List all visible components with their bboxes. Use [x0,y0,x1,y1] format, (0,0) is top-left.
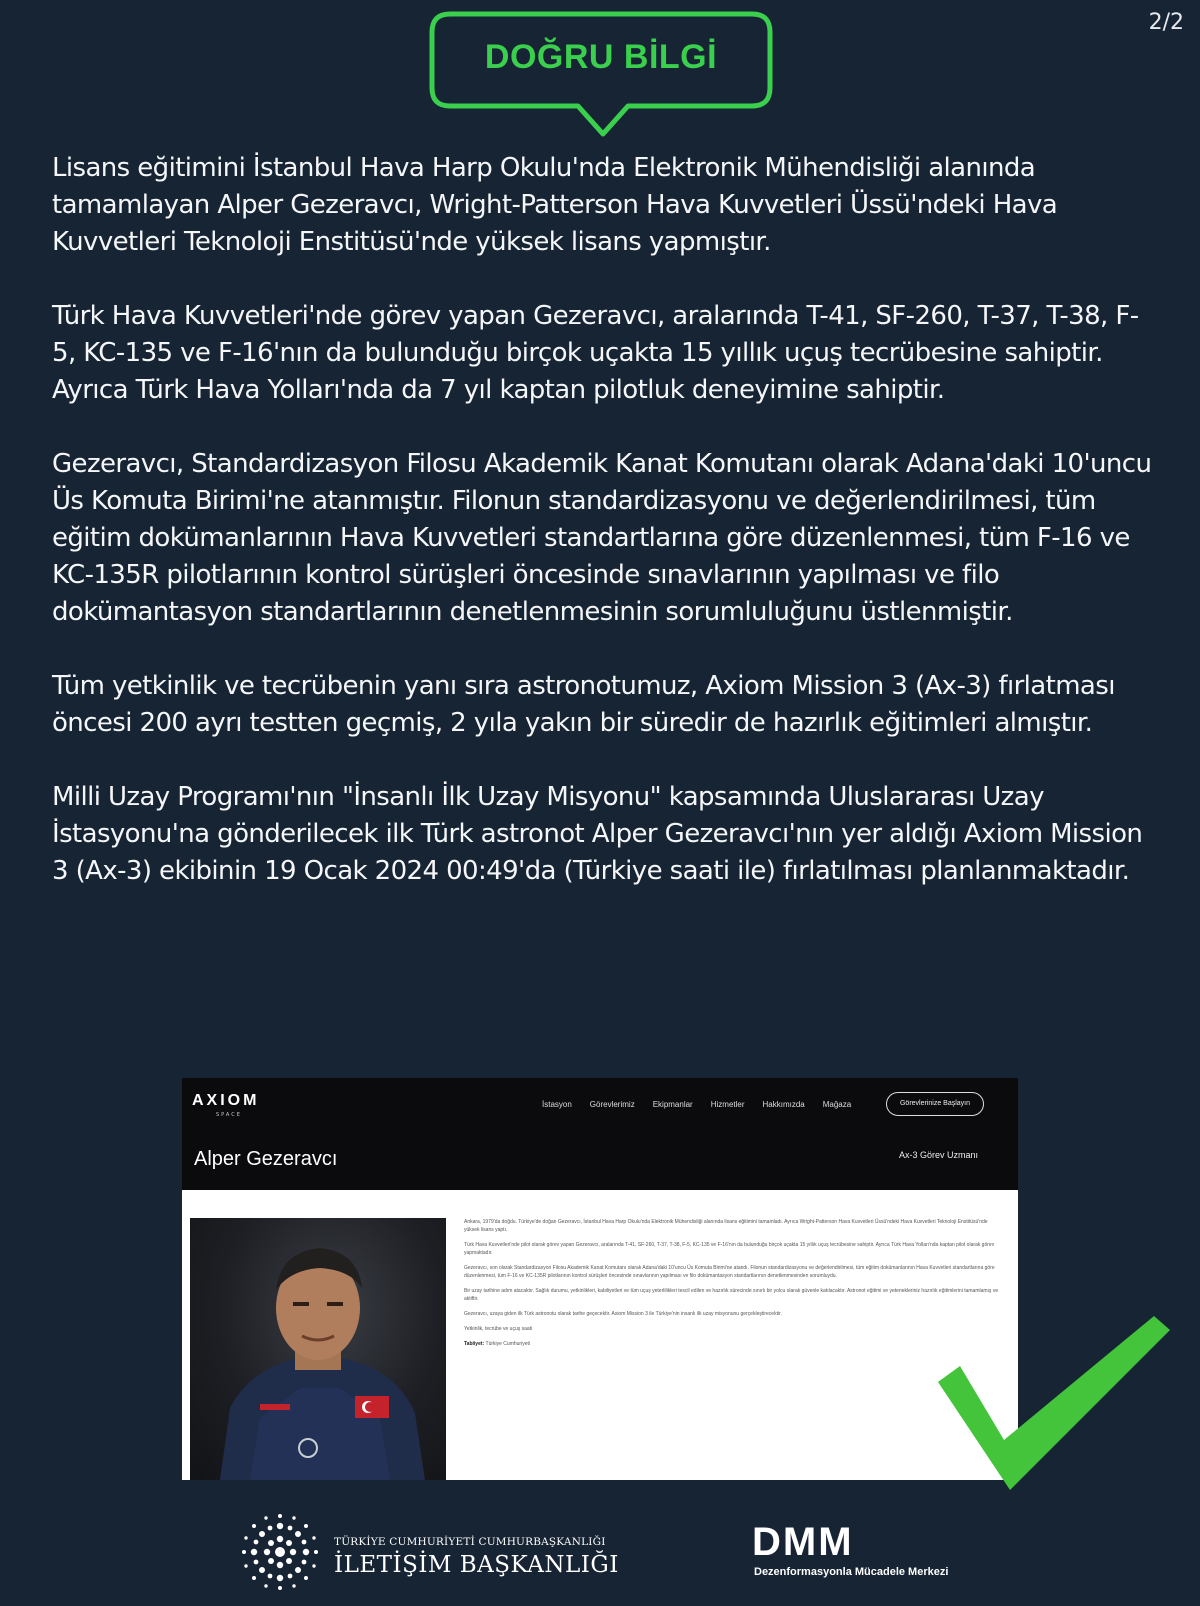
astronaut-name: Alper Gezeravcı [194,1148,338,1170]
checkmark-icon [926,1308,1176,1498]
axiom-logo-sub: SPACE [216,1112,242,1118]
nav-item: Hizmetler [710,1100,745,1109]
nav-item: Ekipmanlar [652,1100,693,1109]
dogru-bilgi-badge [428,10,774,140]
screenshot-nav [542,1100,851,1109]
screenshot-header [182,1078,1018,1190]
bio-label: Tabiiyet: [464,1341,485,1347]
dmm-subtitle: Dezenformasyonla Mücadele Merkezi [754,1566,949,1578]
paragraph-education: Lisans eğitimini İstanbul Hava Harp Okulu'nda Elektronik Mühendisliği alanında tamamlayan Alper Gezeravcı, Wright-Patterson Hava Kuvvetleri Üssü'ndeki Hava Kuvvetleri Teknoloji Enstitüsü'nde yüksek lisans yapmıştır. [52,153,1058,257]
iletisim-baskanligi-logo [240,1510,620,1596]
paragraph-assignment: Gezeravcı, Standardizasyon Filosu Akademik Kanat Komutanı olarak Adana'daki 10'uncu Üs Komuta Birimi'ne atanmıştır. Filonun standardizasyonu ve değerlendirilmesi, tüm eğitim dokümanlarının Hava Kuvvetleri standartlarına göre düzenlenmesi, tüm F-16 ve KC-135R pilotlarının kontrol sürüşleri öncesinde sınavlarının yapılması ve filo dokümantasyon standartlarının denetlenmesinin sorumluluğunu üstlenmiştir. [52,449,1152,627]
article-body [52,150,1162,927]
bio-paragraph: Ankara, 1979'da doğdu. Türkiye'de doğan Gezeravcı, İstanbul Hava Harp Okulu'nda Elektronik Mühendisliği alanında lisans eğitimini tamamladı. Ayrıca Wright-Patterson Hava Kuvvetleri Üssü'ndeki Hava Kuvvetleri Teknoloji Enstitüsü'nde yüksek lisans yaptı. [464,1219,988,1233]
communications-emblem-icon [240,1512,320,1592]
nav-item: İstasyon [542,1100,572,1109]
embedded-website-screenshot [182,1078,1018,1480]
org-name-small: TÜRKİYE CUMHURİYETİ CUMHURBAŞKANLIĞI [334,1536,606,1548]
nav-item: Mağaza [822,1100,852,1109]
astronaut-role: Ax-3 Görev Uzmanı [898,1150,978,1160]
astronaut-photo [190,1218,446,1480]
axiom-logo: AXIOM [192,1092,260,1109]
nav-item: Hakkımızda [762,1100,805,1109]
dmm-logo [752,1520,972,1590]
paragraph-flight-experience: Türk Hava Kuvvetleri'nde görev yapan Gezeravcı, aralarında T-41, SF-260, T-37, T-38, F-5, KC-135 ve F-16'nın da bulunduğu birçok uçakta 15 yıllık uçuş tecrübesine sahiptir. Ayrıca Türk Hava Yolları'nda da 7 yıl kaptan pilotluk deneyimine sahiptir. [52,301,1139,405]
org-name-big: İLETİŞİM BAŞKANLIĞI [334,1552,619,1578]
astronaut-bio [464,1218,1004,1355]
paragraph-launch: Milli Uzay Programı'nın "İnsanlı İlk Uzay Misyonu" kapsamında Uluslararası Uzay İstasyonu'na gönderilecek ilk Türk astronot Alper Gezeravcı'nın yer aldığı Axiom Mission 3 (Ax-3) ekibinin 19 Ocak 2024 00:49'da (Türkiye saati ile) fırlatılması planlanmaktadır. [52,782,1143,886]
bio-paragraph: Gezeravcı, son olarak Standardizasyon Filosu Akademik Kanat Komutanı olarak Adana'daki 10'uncu Üs Komuta Birimi'ne atandı. Filonun standardizasyonu ve değerlendirilmesi, tüm eğitim dokümanlarının Hava Kuvvetleri standartlarına göre düzenlenmesi, tüm F-16 ve KC-135R pilotlarının kontrol sürüşleri öncesinde sınavlarının yapılması ve filo dokümantasyon standartlarının denetlenmesinden sorumluydu. [464,1265,995,1279]
page-counter: 2/2 [1148,10,1184,35]
nav-item: Görevlerimiz [589,1100,635,1109]
dmm-wordmark: DMM [752,1520,854,1564]
paragraph-training: Tüm yetkinlik ve tecrübenin yanı sıra astronotumuz, Axiom Mission 3 (Ax-3) fırlatması öncesi 200 ayrı testten geçmiş, 2 yıla yakın bir süredir de hazırlık eğitimleri almıştır. [52,671,1115,738]
bio-paragraph: Türk Hava Kuvvetleri'nde pilot olarak görev yapan Gezeravcı, aralarında T-41, SF-260, T-37, T-38, F-5, KC-135 ve F-16'nın da bulunduğu birçok uçakta 15 yıllık uçuş tecrübesine sahiptir. Ayrıca Türk Hava Yolları'nda kaptan pilot olarak görev yapmaktadır. [464,1242,995,1256]
astronaut-portrait-icon [190,1218,446,1480]
bio-label-value: Türkiye Cumhuriyeti [485,1341,530,1347]
bio-paragraph: Gezeravcı, uzaya giden ilk Türk astronotu olarak tarihe geçecektir. Axiom Mission 3 ile Türkiye'nin insanlı ilk uzay misyonunu gerçekleştirecektir. [464,1311,782,1317]
screenshot-cta-button: Görevlerinize Başlayın [886,1092,984,1116]
bio-paragraph: Yetkinlik, tecrübe ve uçuş saati [464,1326,533,1332]
badge-label: DOĞRU BİLGİ [484,38,718,76]
bio-paragraph: Bir uzay tarihine adım atacaktır. Sağlık durumu, yetkinlikleri, kabiliyetleri ve tüm uçuş yeterlilikleri tescil edilen ve hazırlık sürecinde sınırlı bir yolcu olarak güvenle katılacaktır. Astronot eğitimi ve yetenekleriniz hazırlık eğitimlerini tamamlamış ve aktiftir. [464,1288,999,1302]
bio-nationality [464,1340,1004,1348]
